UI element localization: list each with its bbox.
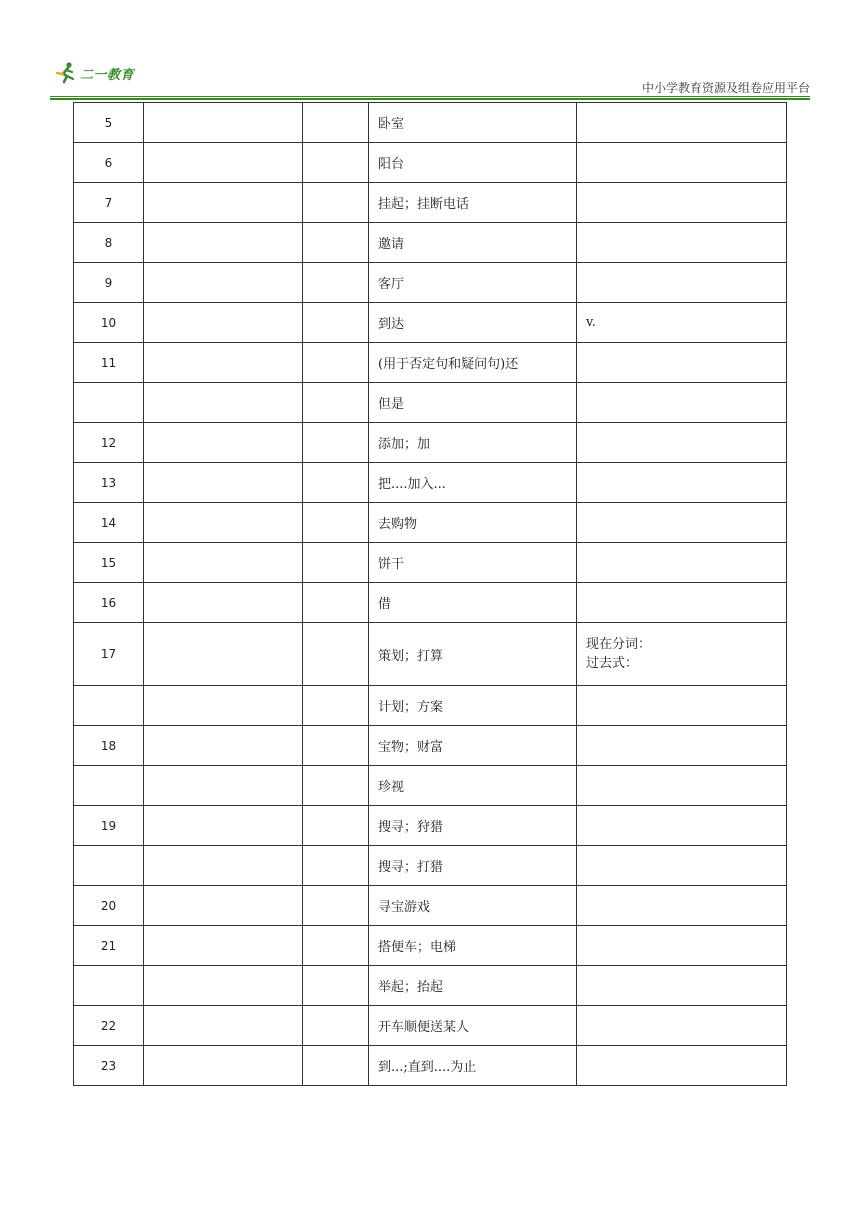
row-number-cell: 11 [74,343,144,383]
note-cell[interactable] [577,383,787,423]
chinese-meaning-cell: 客厅 [369,263,577,303]
row-number-cell: 15 [74,543,144,583]
page-header [0,0,860,110]
chinese-meaning-cell: 计划；方案 [369,686,577,726]
chinese-meaning-cell: 把....加入... [369,463,577,503]
word-answer-cell[interactable] [144,503,303,543]
note-cell[interactable] [577,846,787,886]
part-of-speech-cell[interactable] [303,543,369,583]
word-answer-cell[interactable] [144,303,303,343]
note-cell[interactable] [577,503,787,543]
chinese-meaning-cell: 寻宝游戏 [369,886,577,926]
word-answer-cell[interactable] [144,1046,303,1086]
chinese-meaning-cell: 添加；加 [369,423,577,463]
word-answer-cell[interactable] [144,463,303,503]
word-answer-cell[interactable] [144,343,303,383]
row-number-cell: 16 [74,583,144,623]
part-of-speech-cell[interactable] [303,463,369,503]
table-row [74,543,787,583]
note-cell[interactable] [577,583,787,623]
chinese-meaning-cell: 去购物 [369,503,577,543]
row-number-cell: 7 [74,183,144,223]
platform-title: 中小学教育资源及组卷应用平台 [641,81,810,95]
part-of-speech-cell[interactable] [303,966,369,1006]
part-of-speech-cell[interactable] [303,183,369,223]
word-answer-cell[interactable] [144,143,303,183]
row-number-cell: 21 [74,926,144,966]
row-number-cell [74,686,144,726]
note-line: 现在分词： [586,637,652,652]
table-row [74,726,787,766]
table-row [74,463,787,503]
table-row [74,623,787,686]
header-rule-thick [50,98,810,100]
vocabulary-table-body [74,103,787,1086]
table-row [74,1006,787,1046]
word-answer-cell[interactable] [144,766,303,806]
part-of-speech-cell[interactable] [303,143,369,183]
row-number-cell: 8 [74,223,144,263]
chinese-meaning-cell: 策划；打算 [369,623,577,686]
part-of-speech-cell[interactable] [303,423,369,463]
chinese-meaning-cell: 搜寻；狩猎 [369,806,577,846]
row-number-cell [74,766,144,806]
table-row [74,423,787,463]
note-line: 过去式： [586,656,639,671]
part-of-speech-cell[interactable] [303,623,369,686]
table-row [74,263,787,303]
part-of-speech-cell[interactable] [303,343,369,383]
chinese-meaning-cell: (用于否定句和疑问句)还 [369,343,577,383]
note-cell[interactable] [577,183,787,223]
row-number-cell: 14 [74,503,144,543]
row-number-cell: 17 [74,623,144,686]
part-of-speech-cell[interactable] [303,726,369,766]
chinese-meaning-cell: 邀请 [369,223,577,263]
part-of-speech-cell[interactable] [303,103,369,143]
part-of-speech-cell[interactable] [303,926,369,966]
table-row [74,103,787,143]
chinese-meaning-cell: 借 [369,583,577,623]
row-number-cell: 22 [74,1006,144,1046]
row-number-cell: 12 [74,423,144,463]
chinese-meaning-cell: 到达 [369,303,577,343]
chinese-meaning-cell: 饼干 [369,543,577,583]
note-cell[interactable] [577,726,787,766]
table-row [74,183,787,223]
table-row [74,846,787,886]
table-row [74,766,787,806]
row-number-cell: 18 [74,726,144,766]
note-cell[interactable] [577,686,787,726]
note-cell[interactable] [577,543,787,583]
chinese-meaning-cell: 举起；抬起 [369,966,577,1006]
row-number-cell [74,383,144,423]
chinese-meaning-cell: 卧室 [369,103,577,143]
table-row [74,886,787,926]
part-of-speech-cell[interactable] [303,806,369,846]
part-of-speech-cell[interactable] [303,383,369,423]
runner-icon [54,62,78,84]
row-number-cell: 23 [74,1046,144,1086]
part-of-speech-cell[interactable] [303,303,369,343]
word-answer-cell[interactable] [144,806,303,846]
word-answer-cell[interactable] [144,623,303,686]
chinese-meaning-cell: 珍视 [369,766,577,806]
part-of-speech-cell[interactable] [303,766,369,806]
word-answer-cell[interactable] [144,183,303,223]
note-cell[interactable] [577,806,787,846]
chinese-meaning-cell: 阳台 [369,143,577,183]
part-of-speech-cell[interactable] [303,223,369,263]
part-of-speech-cell[interactable] [303,263,369,303]
note-cell[interactable] [577,263,787,303]
note-cell[interactable] [577,423,787,463]
row-number-cell: 5 [74,103,144,143]
table-row [74,383,787,423]
row-number-cell [74,966,144,1006]
logo-text: 二一教育 [80,67,135,83]
word-answer-cell[interactable] [144,686,303,726]
word-answer-cell[interactable] [144,583,303,623]
part-of-speech-cell[interactable] [303,846,369,886]
part-of-speech-cell[interactable] [303,1006,369,1046]
brand-logo [54,60,134,86]
part-of-speech-cell[interactable] [303,1046,369,1086]
note-cell[interactable]: v. [577,303,787,343]
note-cell[interactable] [577,143,787,183]
row-number-cell: 19 [74,806,144,846]
chinese-meaning-cell: 但是 [369,383,577,423]
row-number-cell [74,846,144,886]
note-cell[interactable] [577,343,787,383]
note-cell[interactable] [577,966,787,1006]
table-row [74,223,787,263]
row-number-cell: 9 [74,263,144,303]
part-of-speech-cell[interactable] [303,886,369,926]
chinese-meaning-cell: 开车顺便送某人 [369,1006,577,1046]
word-answer-cell[interactable] [144,263,303,303]
table-row [74,303,787,343]
part-of-speech-cell[interactable] [303,583,369,623]
word-answer-cell[interactable] [144,423,303,463]
word-answer-cell[interactable] [144,846,303,886]
vocabulary-table [73,102,787,1086]
row-number-cell: 6 [74,143,144,183]
word-answer-cell[interactable] [144,966,303,1006]
note-cell[interactable] [577,223,787,263]
chinese-meaning-cell: 搜寻；打猎 [369,846,577,886]
chinese-meaning-cell: 挂起；挂断电话 [369,183,577,223]
note-cell[interactable] [577,766,787,806]
note-cell[interactable] [577,1006,787,1046]
table-row [74,926,787,966]
word-answer-cell[interactable] [144,103,303,143]
row-number-cell: 20 [74,886,144,926]
table-row [74,806,787,846]
row-number-cell: 10 [74,303,144,343]
word-answer-cell[interactable] [144,926,303,966]
note-cell[interactable] [577,1046,787,1086]
table-row [74,966,787,1006]
word-answer-cell[interactable] [144,1006,303,1046]
word-answer-cell[interactable] [144,543,303,583]
part-of-speech-cell[interactable] [303,503,369,543]
table-row [74,583,787,623]
chinese-meaning-cell: 搭便车；电梯 [369,926,577,966]
header-rule [50,96,810,97]
word-answer-cell[interactable] [144,383,303,423]
part-of-speech-cell[interactable] [303,686,369,726]
table-row [74,503,787,543]
table-row [74,686,787,726]
chinese-meaning-cell: 宝物；财富 [369,726,577,766]
word-answer-cell[interactable] [144,886,303,926]
table-row [74,143,787,183]
note-cell[interactable] [577,463,787,503]
row-number-cell: 13 [74,463,144,503]
word-answer-cell[interactable] [144,726,303,766]
note-cell[interactable] [577,886,787,926]
word-answer-cell[interactable] [144,223,303,263]
note-cell[interactable] [577,623,787,686]
note-cell[interactable] [577,103,787,143]
chinese-meaning-cell: 到...;直到....为止 [369,1046,577,1086]
table-row [74,1046,787,1086]
table-row [74,343,787,383]
note-cell[interactable] [577,926,787,966]
